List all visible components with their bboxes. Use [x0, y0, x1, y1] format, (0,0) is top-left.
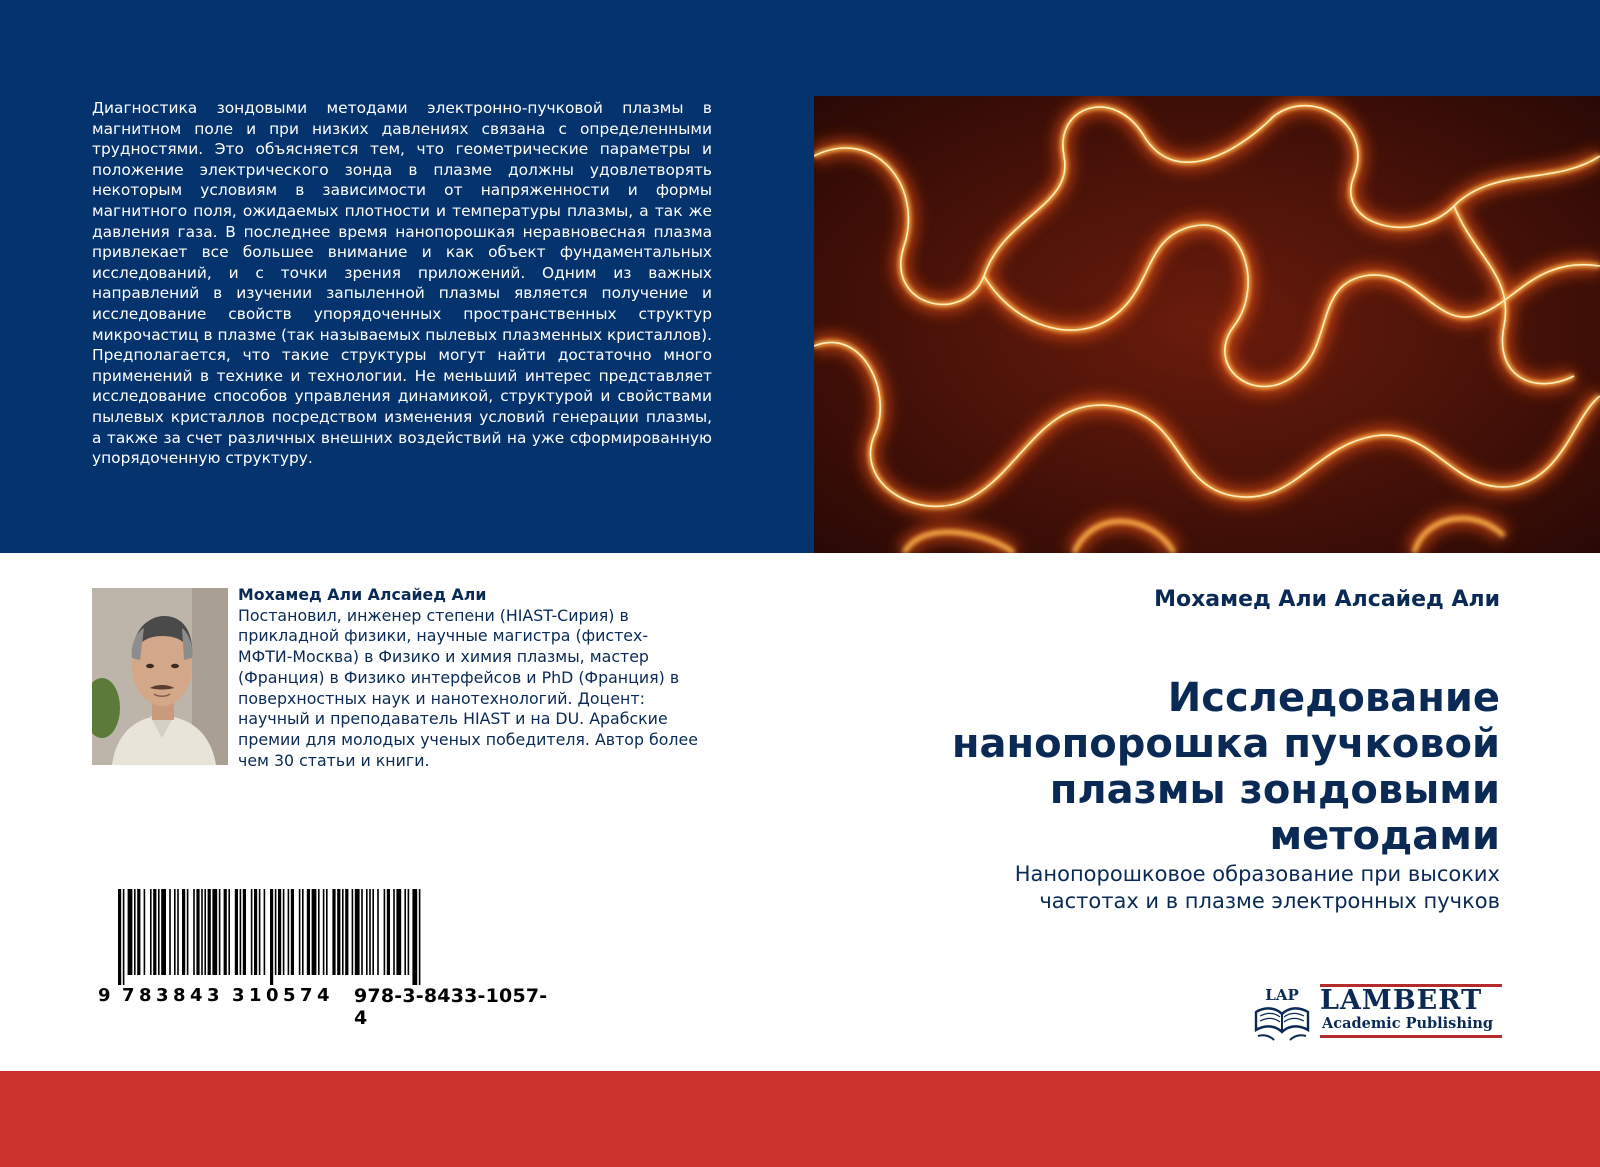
barcode-digit: 4	[317, 985, 330, 1006]
bottom-red-band	[0, 1071, 1600, 1167]
plasma-filament-image	[814, 96, 1600, 553]
book-title	[880, 675, 1500, 859]
book-subtitle-line: Нанопорошковое образование при высоких	[1014, 862, 1500, 886]
barcode-digit: 7	[300, 985, 313, 1006]
bio-text: Постановил, инженер степени (HIAST-Сирия) в прикладной физики, научные магистра (фистех-МФТИ-Москва) в Физико и химия плазмы, мастер (Франция) в Физико интерфейсов и PhD (Франция) в поверхностных наук и нанотехнологий. Доцент: научный и преподаватель HIAST и на DU. Арабские премии для молодых ученых победителя. Автор более чем 30 статьи и книги.	[238, 605, 698, 770]
isbn-number: 978-3-8433-1057-4	[354, 985, 548, 1029]
publisher-name: LAMBERT	[1320, 985, 1483, 1016]
book-title-line: методами	[1269, 813, 1500, 859]
barcode-bars	[116, 889, 426, 985]
publisher-rule-bottom	[1320, 1035, 1502, 1038]
barcode-digit: 0	[266, 985, 279, 1006]
barcode-digit: 1	[249, 985, 262, 1006]
barcode-digit: 5	[283, 985, 296, 1006]
barcode-digit: 3	[207, 985, 220, 1006]
publisher-subname: Academic Publishing	[1322, 1015, 1494, 1032]
publisher-logo	[1250, 984, 1510, 1044]
book-title-line: Исследование	[1167, 675, 1500, 721]
book-subtitle	[880, 861, 1500, 915]
back-cover-blurb: Диагностика зондовыми методами электронно-пучковой плазмы в магнитном поле и при низких давлениях связана с определенными трудностями. Это объясняется тем, что геометрические параметры и положение электрического зонда в плазме должны удовлетворять некоторым условиям в зависимости от напряженности и формы магнитного поля, ожидаемых плотности и температуры плазмы, а так же давления газа. В последнее время нанопорошкая неравновесная плазма привлекает все большее внимание и как объект фундаментальных исследований, и с точки зрения приложений. Одним из важных направлений в изучении запыленной плазмы является получение и исследование свойств упорядоченных пространственных структур микрочастиц в плазме (так называемых пылевых плазменных кристаллов). Предполагается, что такие структуры могут найти достаточно много применений в технике и технологии. Не меньший интерес представляет исследование способов управления динамикой, структурой и свойствами пылевых кристаллов посредством изменения условий генерации плазмы, а также за счет различных внешних воздействий на уже сформированную упорядоченную структуру.	[92, 99, 712, 468]
barcode-digit: 3	[156, 985, 169, 1006]
bio-author-name: Мохамед Али Алсайед Али	[238, 585, 487, 604]
barcode-digit: 8	[173, 985, 186, 1006]
open-book-emblem-icon	[1250, 984, 1314, 1042]
barcode-digit: 3	[232, 985, 245, 1006]
barcode-digit: 7	[122, 985, 135, 1006]
barcode-digit: 4	[190, 985, 203, 1006]
author-photo	[92, 588, 228, 765]
barcode-digit: 8	[139, 985, 152, 1006]
isbn-barcode	[96, 889, 556, 1029]
book-title-line: нанопорошка пучковой	[951, 721, 1500, 767]
emblem-lap-text: LAP	[1265, 986, 1299, 1004]
cover-author-name: Мохамед Али Алсайед Али	[1154, 587, 1500, 612]
author-bio	[238, 585, 698, 771]
front-cover-title-block	[880, 585, 1500, 915]
book-title-line: плазмы зондовыми	[1049, 767, 1500, 813]
barcode-digit: 9	[98, 985, 111, 1006]
book-subtitle-line: частотах и в плазме электронных пучков	[1039, 889, 1500, 913]
